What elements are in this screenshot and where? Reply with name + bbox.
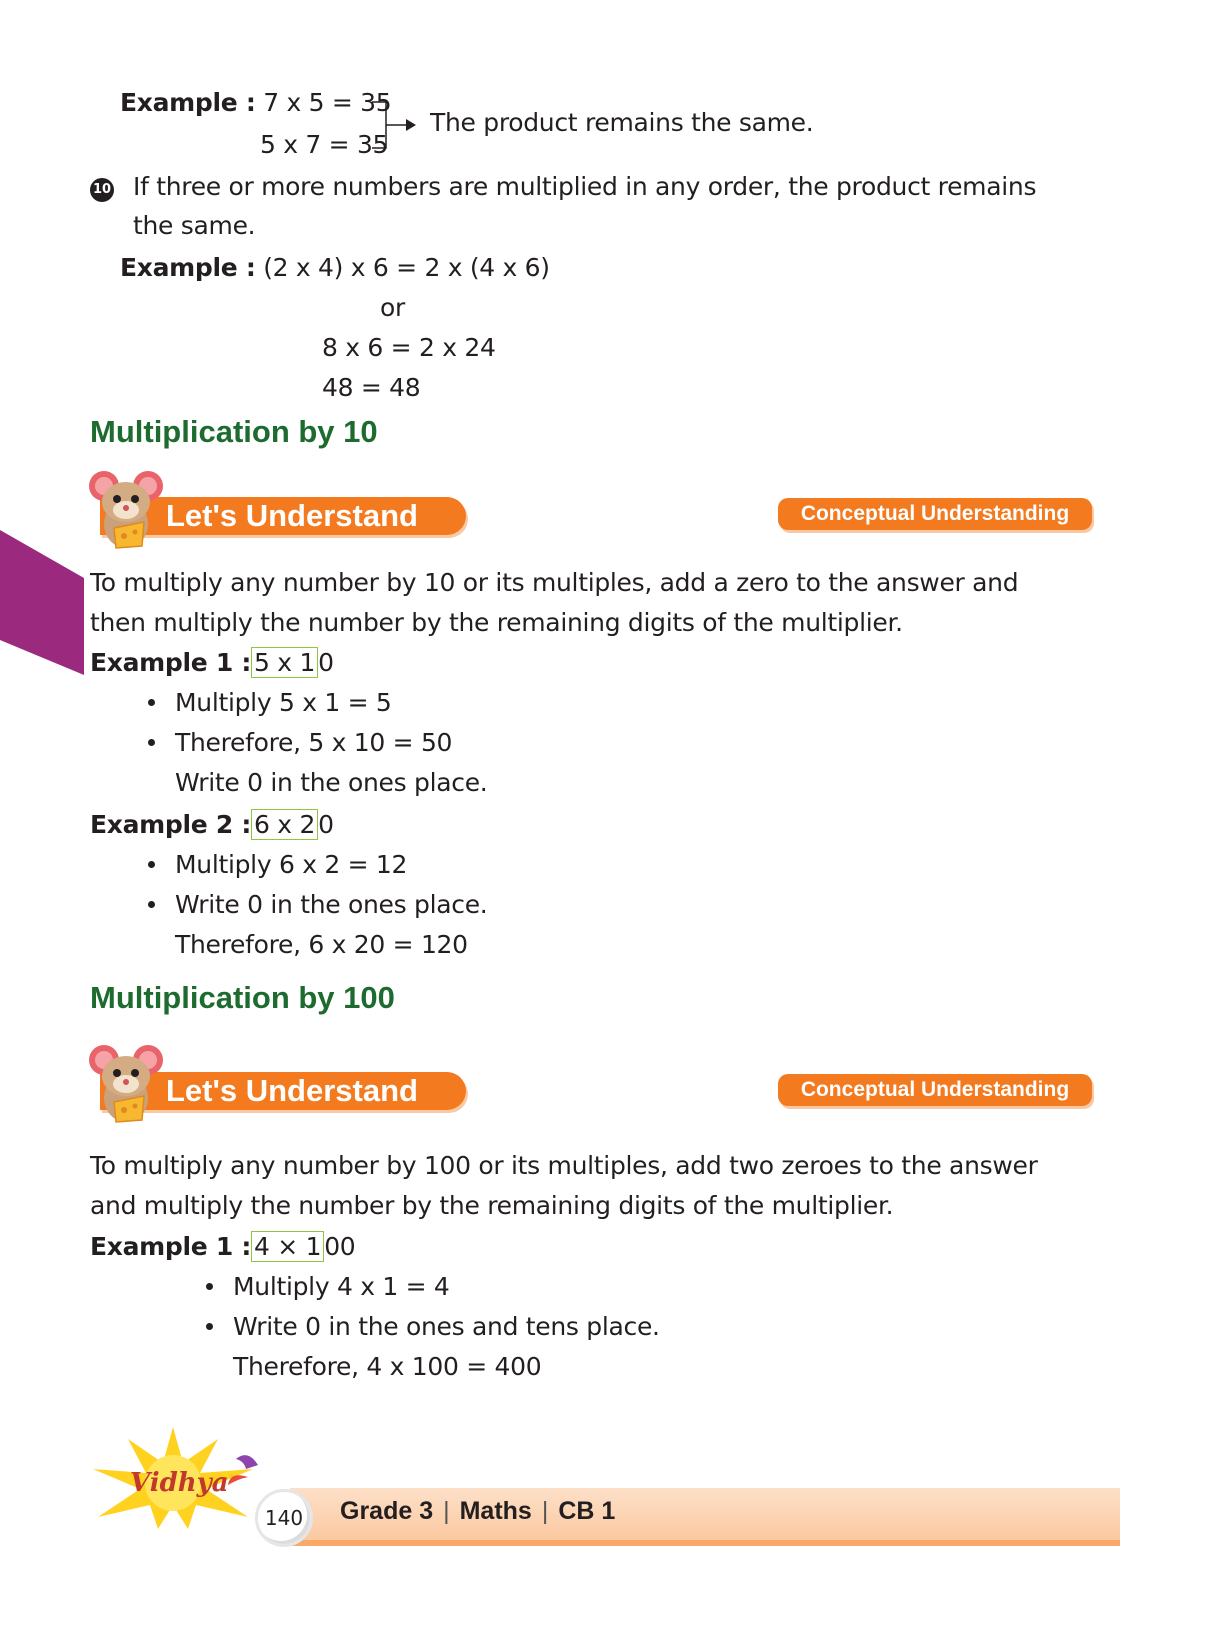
bullet-item: [148, 728, 452, 757]
note-text: Therefore, 4 x 100 = 400: [233, 1352, 542, 1381]
section-heading: Multiplication by 10: [90, 414, 378, 449]
bullet-item: [148, 890, 487, 919]
example-label: Example :: [120, 253, 256, 282]
separator: |: [541, 1497, 549, 1525]
example-heading: [90, 810, 334, 839]
bullet-text: Write 0 in the ones place.: [175, 890, 488, 919]
property-text: the same.: [133, 211, 256, 240]
commutative-example: [120, 88, 391, 117]
mouse-mascot-icon: [86, 462, 168, 554]
section-heading: Multiplication by 100: [90, 980, 395, 1015]
conceptual-understanding-tag: Conceptual Understanding: [778, 498, 1092, 530]
footer-breadcrumb: [340, 1497, 615, 1526]
page-number: 140: [255, 1489, 313, 1547]
bullet-item: [148, 850, 407, 879]
note-text: Therefore, 6 x 20 = 120: [175, 930, 468, 959]
lets-understand-banner: Let's Understand: [100, 1072, 466, 1110]
bracket-arrow-icon: [370, 100, 420, 152]
bullet-icon: [206, 1323, 213, 1330]
separator: |: [443, 1497, 450, 1525]
bullet-icon: [206, 1283, 213, 1290]
bullet-text: Write 0 in the ones and tens place.: [233, 1312, 660, 1341]
lets-understand-banner: Let's Understand: [100, 497, 466, 535]
equation: 48 = 48: [322, 373, 421, 402]
expression-tail: 00: [324, 1232, 356, 1261]
expression-tail: 0: [318, 810, 334, 839]
commutative-note: The product remains the same.: [430, 108, 814, 137]
property-text: If three or more numbers are multiplied in any order, the product remains: [133, 172, 1037, 201]
example-label: Example :: [120, 88, 256, 117]
bullet-item: [206, 1272, 450, 1301]
bullet-icon: [148, 901, 155, 908]
grade-label: Grade 3: [340, 1497, 434, 1525]
subject-label: Maths: [459, 1497, 532, 1525]
conceptual-understanding-tag: Conceptual Understanding: [778, 1074, 1092, 1106]
section-paragraph: and multiply the number by the remaining digits of the multiplier.: [90, 1191, 894, 1220]
bullet-icon: [148, 739, 155, 746]
equation: 7 x 5 = 35: [263, 88, 392, 117]
example-heading: [90, 1232, 355, 1261]
book-label: CB 1: [558, 1497, 616, 1525]
example-label: Example 1 :: [90, 1232, 252, 1261]
section-paragraph: then multiply the number by the remaining digits of the multiplier.: [90, 608, 903, 637]
bullet-text: Multiply 6 x 2 = 12: [175, 850, 408, 879]
vidhya-logo-text: Vidhya: [130, 1468, 229, 1498]
section-paragraph: To multiply any number by 10 or its multiples, add a zero to the answer and: [90, 568, 1019, 597]
bullet-text: Multiply 5 x 1 = 5: [175, 688, 392, 717]
equation: 8 x 6 = 2 x 24: [322, 333, 496, 362]
section-paragraph: To multiply any number by 100 or its multiples, add two zeroes to the answer: [90, 1151, 1038, 1180]
bullet-text: Multiply 4 x 1 = 4: [233, 1272, 450, 1301]
bullet-icon: [148, 699, 155, 706]
bullet-icon: [148, 861, 155, 868]
bullet-item: [148, 688, 392, 717]
mouse-mascot-icon: [86, 1036, 168, 1128]
bullet-text: Therefore, 5 x 10 = 50: [175, 728, 453, 757]
note-text: Write 0 in the ones place.: [175, 768, 488, 797]
bullet-item: [206, 1312, 660, 1341]
example-label: Example 1 :: [90, 648, 252, 677]
example-heading: [90, 648, 334, 677]
example-label: Example 2 :: [90, 810, 252, 839]
associative-example: [120, 253, 550, 282]
property-number-badge: 10: [90, 178, 114, 202]
side-tab-decoration: [0, 530, 90, 675]
boxed-expression: 6 x 2: [251, 809, 318, 840]
equation: (2 x 4) x 6 = 2 x (4 x 6): [263, 253, 550, 282]
boxed-expression: 4 × 1: [251, 1231, 324, 1262]
or-text: or: [380, 293, 405, 322]
equation: 5 x 7 = 35: [260, 130, 389, 159]
expression-tail: 0: [318, 648, 334, 677]
boxed-expression: 5 x 1: [251, 647, 318, 678]
